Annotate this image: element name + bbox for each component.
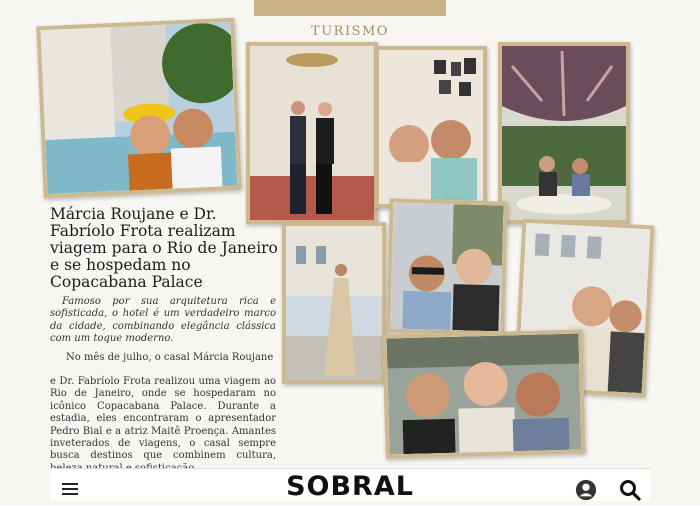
section-label: TURISMO [311,24,389,39]
article-body: e Dr. Fabríolo Frota realizou uma viagem ao Rio de Janeiro, onde se hospedaram no icônico Copacabana Palace. Durante a estadia, eles encontraram o apresentador Pedro Bial e a atriz Maitê Proença. Amantes inveterados de viagens, o casal sempre busca destinos que combinem cultura, [50,376,276,462]
hamburger-menu-icon[interactable] [62,483,78,497]
photo-hotel-lobby [246,42,378,224]
photo-gallery-selfie [375,46,487,208]
article-lede: Famoso por sua arquitetura rica e sofisticada, o hotel é um verdadeiro marco da cidade, combinando elegância clássica com um toque moderno. [50,296,276,344]
top-decorative-band [254,0,446,16]
search-icon[interactable] [618,478,642,502]
bottom-navigation-bar [50,468,650,501]
photo-woman-gown [282,222,386,384]
site-brand-logo[interactable]: SOBRAL [286,471,414,502]
user-account-icon[interactable] [575,479,597,501]
photo-sunglasses-selfie [386,198,507,335]
article-body-first-line: No mês de julho, o casal Márcia Roujane [66,352,274,363]
photo-patio-umbrella [498,42,630,224]
photo-trio-selfie [382,329,585,458]
photo-couple-poolside [36,18,241,198]
article-headline: Márcia Roujane e Dr. Fabríolo Frota realizam viagem para o Rio de Janeiro e se hospedam no Copacabana Palace [50,205,278,291]
